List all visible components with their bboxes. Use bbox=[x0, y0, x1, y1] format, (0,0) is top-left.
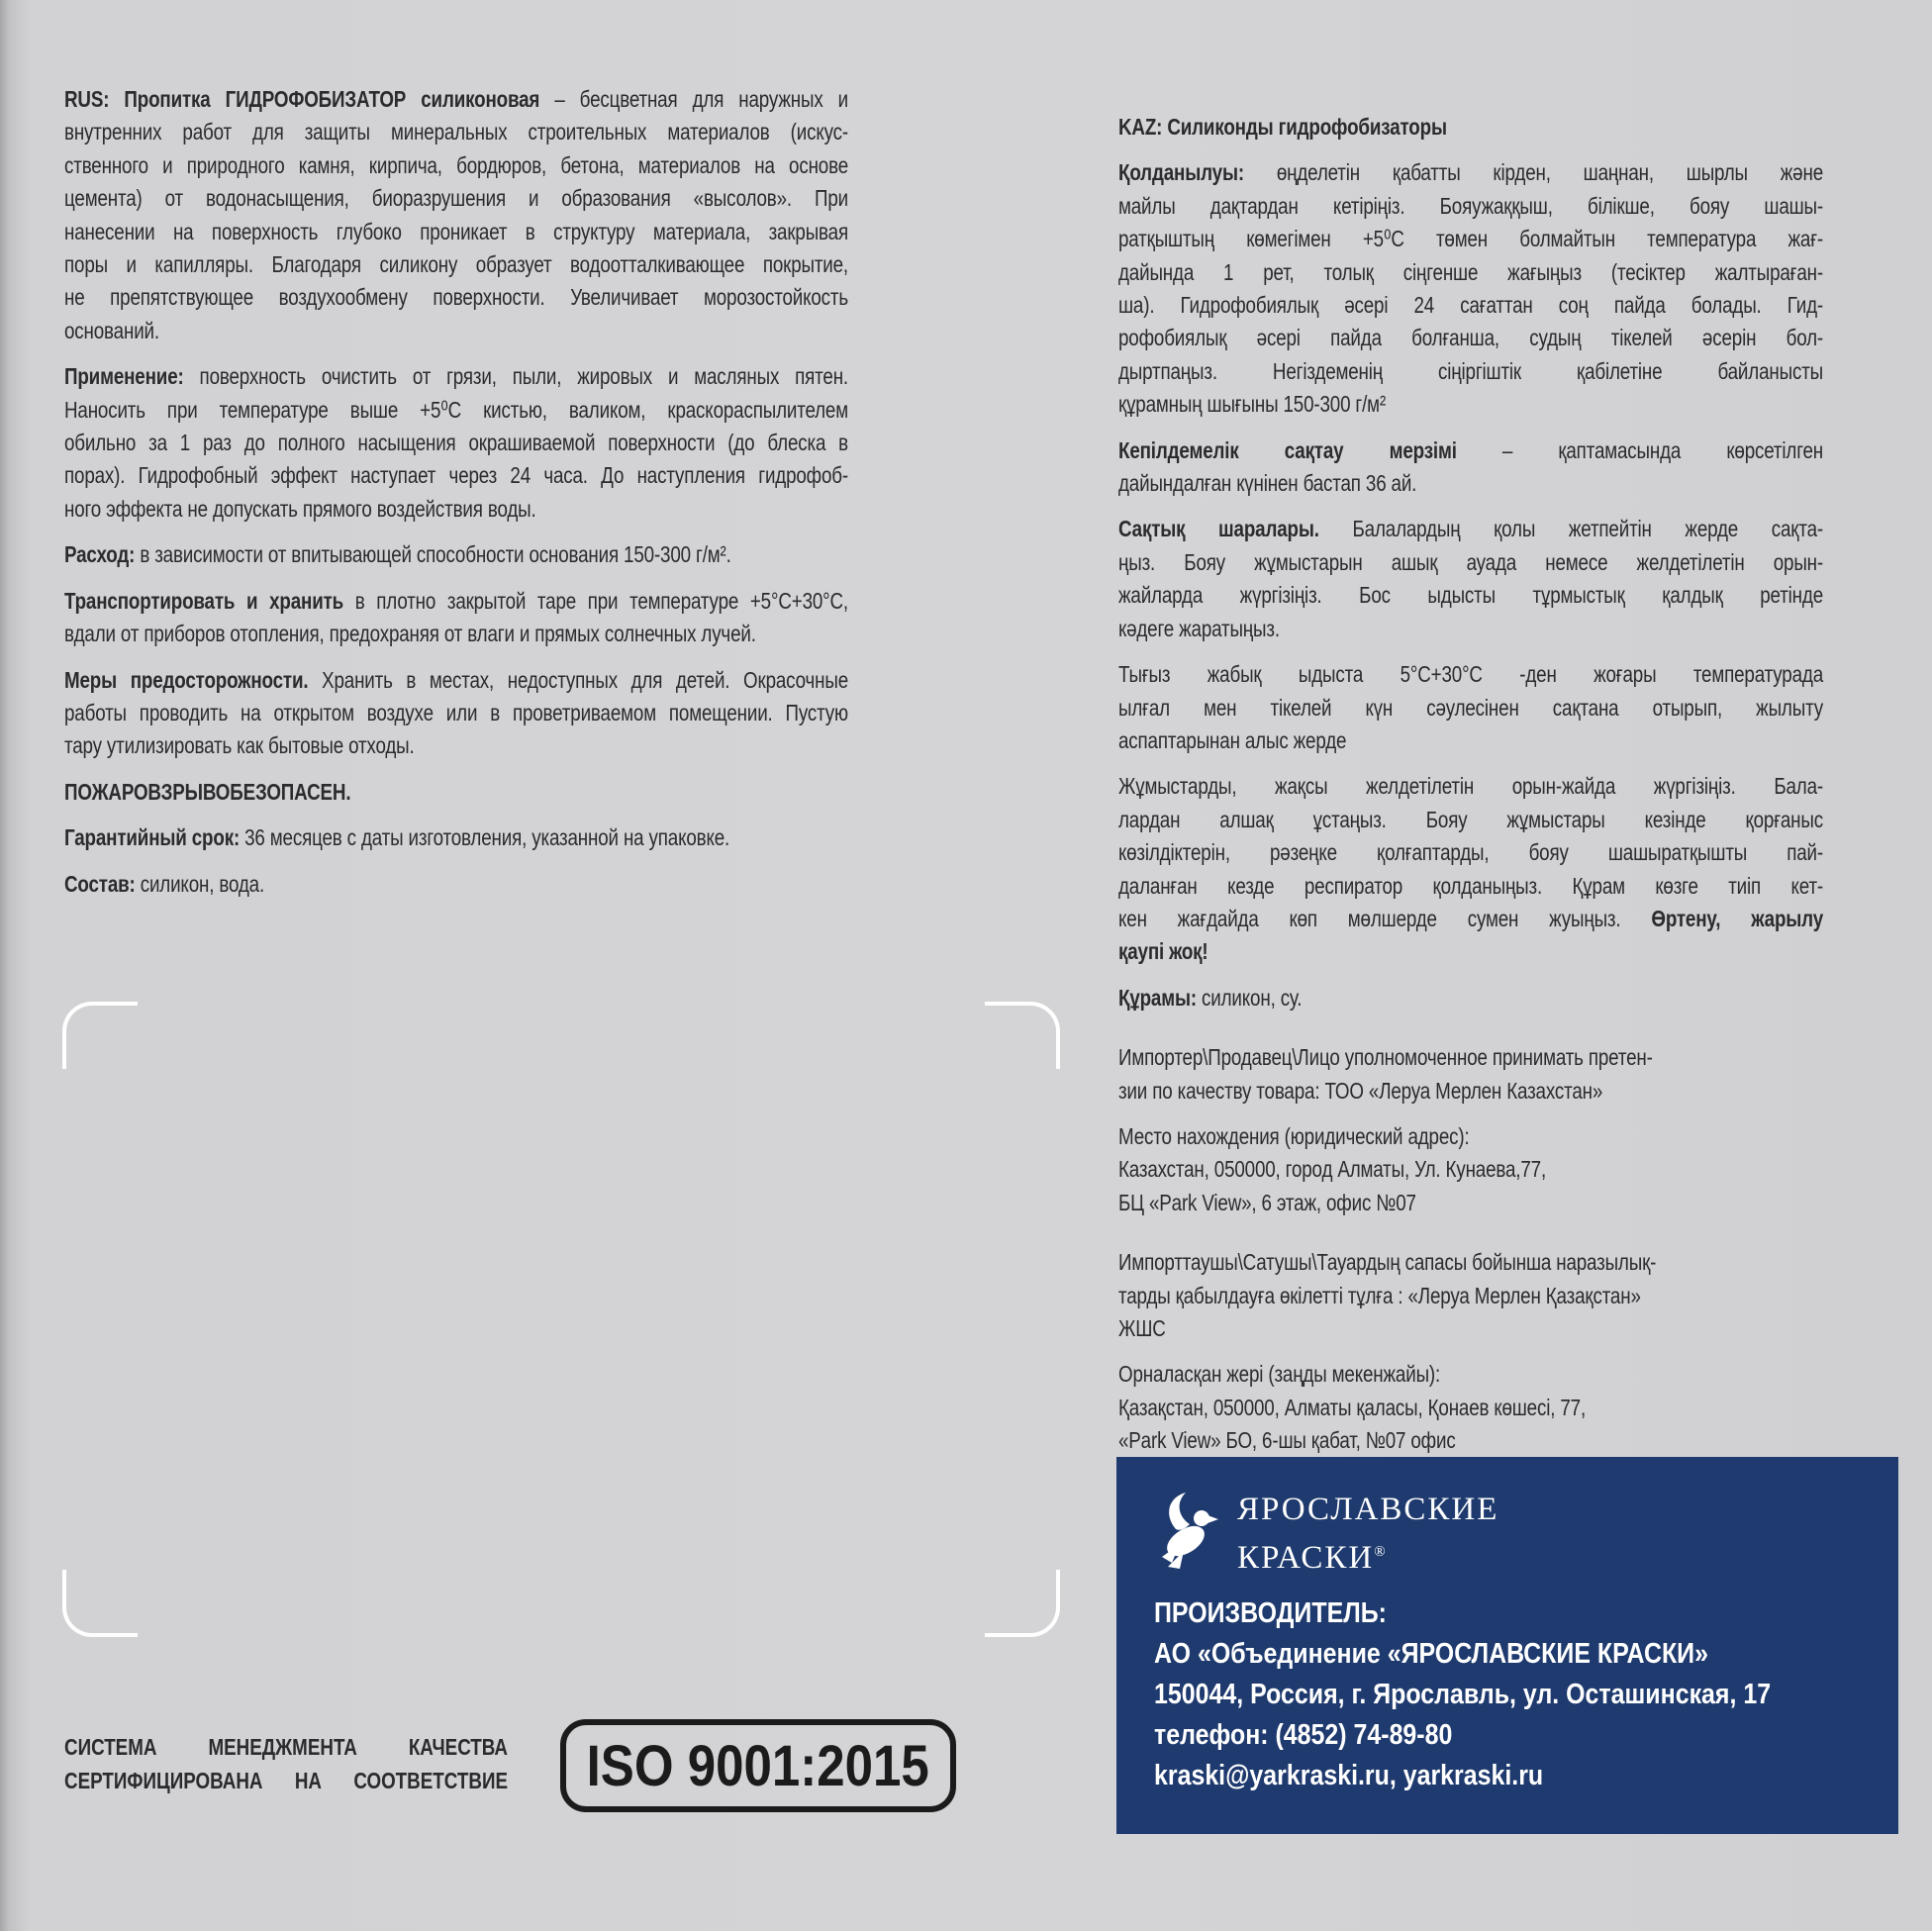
crop-mark-bottom-right bbox=[985, 1570, 1060, 1637]
text-line: дайындалған күнінен бастап 36 ай. bbox=[1118, 470, 1417, 497]
text-line: зии по качеству товара: ТОО «Леруа Мерлен Казахстан» bbox=[1118, 1077, 1603, 1104]
text-line: нанесении на поверхность глубоко проникает в структуру материала, закрывая bbox=[64, 218, 848, 244]
text-line: құрамның шығыны 150-300 г/м² bbox=[1118, 391, 1387, 418]
brand-logo bbox=[1154, 1489, 1863, 1580]
registered-mark: ® bbox=[1374, 1544, 1386, 1560]
text-line: внутренних работ для защиты минеральных строительных материалов (искус- bbox=[64, 119, 848, 145]
text-line: цемента) от водонасыщения, биоразрушения и образования «высолов». При bbox=[64, 185, 848, 212]
text-line: Импорттаушы\Сатушы\Тауардың сапасы бойынша наразылық- bbox=[1118, 1249, 1657, 1276]
crop-mark-top-left bbox=[62, 1002, 138, 1069]
text-line: порах). Гидрофобный эффект наступает через 24 часа. До наступления гидрофоб- bbox=[64, 462, 848, 489]
text-line: ылғал мен тікелей күн сәулесінен сақтана отырып, жылыту bbox=[1118, 694, 1823, 721]
iso-9001-label: ISO 9001:2015 bbox=[586, 1733, 930, 1798]
text-line: KAZ: Силиконды гидрофобизаторы bbox=[1118, 114, 1447, 140]
rus-composition-paragraph bbox=[64, 868, 848, 901]
manufacturer-panel bbox=[1116, 1457, 1898, 1834]
text-line: Жұмыстарды, жақсы желдетілетін орын-жайда жүргізіңіз. Бала- bbox=[1118, 773, 1823, 800]
text-line: Меры предосторожности. Хранить в местах, недоступных для детей. Окрасочные bbox=[64, 666, 848, 693]
text-line: Тығыз жабық ыдыста 5°С+30°С -ден жоғары температурада bbox=[1118, 661, 1823, 688]
rus-consumption-paragraph bbox=[64, 538, 848, 571]
text-line: оснований. bbox=[64, 317, 159, 343]
text-line: рофобиялық әсері пайда болғанша, судың тікелей әсерін бол- bbox=[1118, 325, 1823, 351]
text-line: Құрамы: силикон, су. bbox=[1118, 984, 1303, 1011]
text-line: майлы дақтардан кетіріңіз. Бояужаққыш, білікше, бояу шашы- bbox=[1118, 192, 1823, 219]
text-line: Қолданылуы: өңделетін қабатты кірден, шаңнан, шырлы және bbox=[1118, 159, 1823, 186]
text-line: Применение: поверхность очистить от грязи, пыли, жировых и масляных пятен. bbox=[64, 363, 849, 390]
text-line: Кепілдемелік сақтау мерзімі – қаптамасында көрсетілген bbox=[1118, 436, 1824, 463]
text-line: ратқыштың көмегімен +5⁰С төмен болмайтын температура жағ- bbox=[1118, 226, 1823, 252]
text-line: RUS: Пропитка ГИДРОФОБИЗАТОР силиконовая – бесцветная для наружных и bbox=[64, 86, 848, 112]
text-line: «Park View» БО, 6-шы қабат, №07 офис bbox=[1118, 1427, 1456, 1454]
text-line: СИСТЕМА МЕНЕДЖМЕНТА КАЧЕСТВА bbox=[64, 1734, 508, 1760]
dove-icon bbox=[1154, 1490, 1219, 1579]
text-line: работы проводить на открытом воздухе или в проветриваемом помещении. Пустую bbox=[64, 699, 848, 725]
manufacturer-phone: телефон: (4852) 74-89-80 bbox=[1154, 1719, 1453, 1751]
text-line: Транспортировать и хранить в плотно закрытой таре при температуре +5°С+30°С, bbox=[64, 587, 849, 614]
importer-address-kz-paragraph bbox=[1118, 1358, 1823, 1457]
text-line: Казахстан, 050000, город Алматы, Ул. Кунаева,77, bbox=[1118, 1156, 1547, 1183]
text-line: вдали от приборов отопления, предохраняя от влаги и прямых солнечных лучей. bbox=[64, 621, 756, 647]
rus-transport-storage-paragraph bbox=[64, 585, 848, 651]
kaz-work-safety-paragraph bbox=[1118, 770, 1823, 968]
rus-application-paragraph bbox=[64, 360, 848, 526]
rus-intro-paragraph bbox=[64, 83, 848, 347]
text-line: қаупі жоқ! bbox=[1118, 938, 1208, 965]
kaz-text-column bbox=[1118, 111, 1823, 1471]
rus-text-column bbox=[64, 83, 848, 914]
text-line: ПОЖАРОВЗРЫВОБЕЗОПАСЕН. bbox=[64, 778, 351, 805]
text-line: лардан алшақ ұстаңыз. Бояу жұмыстары кезінде қорғаныс bbox=[1118, 806, 1823, 832]
kaz-warranty-paragraph bbox=[1118, 434, 1823, 501]
manufacturer-title: ПРОИЗВОДИТЕЛЬ: bbox=[1154, 1597, 1387, 1629]
text-line: дыртпаңыз. Негіздеменің сіңіргіштік қабілетіне байланысты bbox=[1118, 357, 1823, 384]
kaz-usage-paragraph bbox=[1118, 156, 1823, 421]
text-line: тару утилизировать как бытовые отходы. bbox=[64, 732, 415, 759]
kaz-precautions-paragraph bbox=[1118, 513, 1823, 645]
text-line: ственного и природного камня, кирпича, бордюров, бетона, материалов на основе bbox=[64, 151, 848, 178]
text-line: Қазақстан, 050000, Алматы қаласы, Қонаев көшесі, 77, bbox=[1118, 1394, 1587, 1420]
rus-precautions-paragraph bbox=[64, 664, 848, 763]
text-line: ша). Гидрофобиялық әсері 24 сағаттан соң пайда болады. Гид- bbox=[1118, 292, 1823, 319]
text-line: поры и капилляры. Благодаря силикону образует водоотталкивающее покрытие, bbox=[64, 251, 848, 278]
text-line: даланған кезде респиратор қолданыңыз. Құрам көзге тиіп кет- bbox=[1118, 872, 1823, 899]
text-line: обильно за 1 раз до полного насыщения окрашиваемой поверхности (до блеска в bbox=[64, 430, 848, 456]
text-line: жайларда жүргізіңіз. Бос ыдысты тұрмыстық қалдық ретінде bbox=[1118, 582, 1823, 609]
importer-kz-paragraph bbox=[1118, 1246, 1823, 1345]
brand-name-line1: ЯРОСЛАВСКИЕ bbox=[1237, 1492, 1499, 1527]
kaz-composition-paragraph bbox=[1118, 982, 1823, 1014]
text-line: аспаптарынан алыс жерде bbox=[1118, 726, 1347, 753]
brand-name-line2: КРАСКИ® bbox=[1237, 1540, 1386, 1576]
manufacturer-address: 150044, Россия, г. Ярославль, ул. Осташинская, 17 bbox=[1154, 1679, 1772, 1710]
text-line: ЖШС bbox=[1118, 1315, 1166, 1341]
text-line: кен жағдайда көп мөлшерде сумен жуыңыз. Өртену, жарылу bbox=[1118, 905, 1823, 931]
text-line: БЦ «Park View», 6 этаж, офис №07 bbox=[1118, 1189, 1416, 1215]
text-line: ңыз. Бояу жұмыстарын ашық ауада немесе желдетілетін орын- bbox=[1118, 548, 1823, 575]
iso-9001-badge bbox=[560, 1719, 956, 1812]
text-line: дайында 1 рет, толық сіңгенше жағыңыз (тесіктер жалтыраған- bbox=[1118, 258, 1823, 285]
text-line: не препятствующее воздухообмену поверхности. Увеличивает морозостойкость bbox=[64, 284, 848, 311]
text-line: кәдеге жаратыңыз. bbox=[1118, 615, 1280, 641]
manufacturer-company: АО «Объединение «ЯРОСЛАВСКИЕ КРАСКИ» bbox=[1154, 1638, 1708, 1670]
text-line: Гарантийный срок: 36 месяцев с даты изготовления, указанной на упаковке. bbox=[64, 824, 730, 851]
crop-mark-top-right bbox=[985, 1002, 1060, 1069]
quality-certification-text bbox=[64, 1730, 508, 1797]
kaz-storage-paragraph bbox=[1118, 658, 1823, 757]
text-line: СЕРТИФИЦИРОВАНА НА СООТВЕТСТВИЕ bbox=[64, 1768, 508, 1793]
rus-fire-safety-note bbox=[64, 776, 848, 809]
importer-ru-paragraph bbox=[1118, 1041, 1823, 1108]
text-line: көзілдіктерін, рәзеңке қолғаптарды, бояу шашыратқышты пай- bbox=[1118, 839, 1823, 866]
text-line: Импортер\Продавец\Лицо уполномоченное принимать претен- bbox=[1118, 1044, 1653, 1071]
text-line: Орналасқан жері (заңды мекенжайы): bbox=[1118, 1361, 1441, 1388]
manufacturer-contacts: kraski@yarkraski.ru, yarkraski.ru bbox=[1154, 1760, 1544, 1791]
text-line: Место нахождения (юридический адрес): bbox=[1118, 1122, 1470, 1149]
text-line: тарды қабылдауға өкілетті тұлға : «Леруа Мерлен Қазақстан» bbox=[1118, 1282, 1641, 1308]
text-line: Наносить при температуре выше +5⁰С кистью, валиком, краскораспылителем bbox=[64, 396, 848, 423]
text-line: Сақтық шаралары. Балалардың қолы жетпейтін жерде сақта- bbox=[1118, 516, 1823, 542]
rus-warranty-paragraph bbox=[64, 821, 848, 854]
text-line: Расход: в зависимости от впитывающей способности основания 150-300 г/м². bbox=[64, 541, 731, 568]
brand-name bbox=[1237, 1489, 1498, 1580]
text-line: ного эффекта не допускать прямого воздействия воды. bbox=[64, 495, 536, 522]
importer-address-ru-paragraph bbox=[1118, 1120, 1823, 1219]
kaz-header bbox=[1118, 111, 1823, 144]
text-line: Состав: силикон, вода. bbox=[64, 870, 265, 897]
manufacturer-details bbox=[1154, 1593, 1894, 1796]
crop-mark-bottom-left bbox=[62, 1570, 138, 1637]
